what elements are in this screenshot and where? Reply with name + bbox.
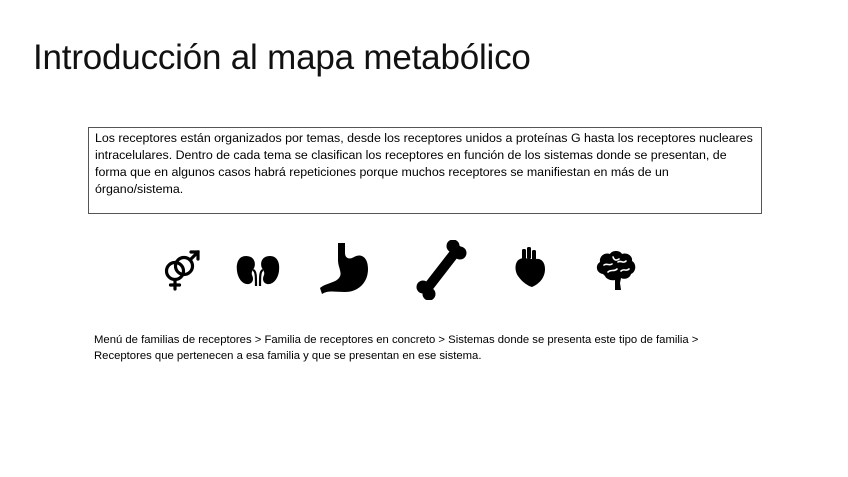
brain-icon[interactable] xyxy=(594,240,638,300)
heart-icon[interactable] xyxy=(512,240,548,300)
stomach-icon[interactable] xyxy=(318,240,370,300)
intro-text: Los receptores están organizados por temas, desde los receptores unidos a proteínas G hasta los receptores nucleares intracelulares. Dentro de cada tema se clasifican los receptores en función de los sistemas donde se presentan, de forma que en algunos casos habrá repeticiones porque muchos receptores se manifiestan en más de un órgano/sistema. xyxy=(95,131,753,196)
intro-textbox xyxy=(88,127,762,214)
navigation-description xyxy=(94,332,754,364)
slide-title: Introducción al mapa metabólico xyxy=(33,38,531,77)
gender-icon[interactable] xyxy=(160,240,204,300)
kidneys-icon[interactable] xyxy=(234,240,282,300)
bone-icon[interactable] xyxy=(414,240,468,300)
system-icons-row xyxy=(0,240,848,300)
footer-text: Menú de familias de receptores > Familia de receptores en concreto > Sistemas donde se presenta este tipo de familia > Receptores que pertenecen a esa familia y que se presentan en ese sistema. xyxy=(94,334,699,362)
